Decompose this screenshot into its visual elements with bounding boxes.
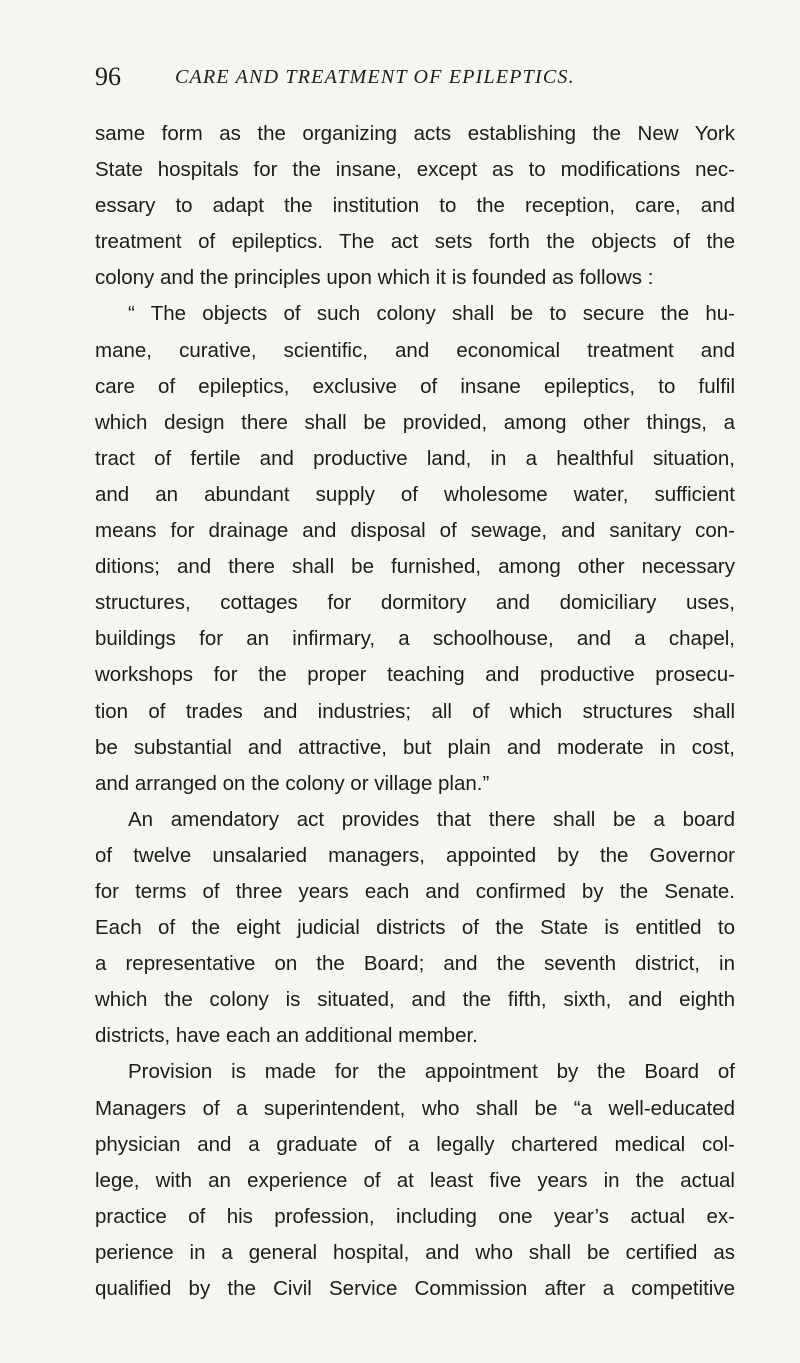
text-line: be substantial and attractive, but plain and moderate in cost, [95, 735, 735, 759]
text-line: and an abundant supply of wholesome water, sufficient [95, 482, 735, 506]
text-line: for terms of three years each and confirmed by the Senate. [95, 879, 735, 903]
text-line: tion of trades and industries; all of which structures shall [95, 699, 735, 723]
text-line: qualified by the Civil Service Commission after a competitive [95, 1277, 735, 1300]
text-line: “ The objects of such colony shall be to secure the hu- [128, 302, 735, 326]
text-line: buildings for an infirmary, a schoolhouse, and a chapel, [95, 627, 735, 651]
text-line: tract of fertile and productive land, in a healthful situation, [95, 446, 735, 470]
text-line: practice of his profession, including one year’s actual ex- [95, 1204, 735, 1228]
text-line: Each of the eight judicial districts of the State is entitled to [95, 916, 735, 940]
text-line: workshops for the proper teaching and productive prosecu- [95, 663, 735, 687]
text-line: which the colony is situated, and the fifth, sixth, and eighth [95, 988, 735, 1012]
text-line: Managers of a superintendent, who shall be “a well-educated [95, 1096, 735, 1120]
text-line: structures, cottages for dormitory and domiciliary uses, [95, 591, 735, 615]
body-text [95, 116, 735, 1307]
text-line: which design there shall be provided, among other things, a [95, 410, 735, 434]
paragraph-4 [95, 1054, 735, 1307]
text-line: mane, curative, scientific, and economical treatment and [95, 338, 735, 362]
text-line: State hospitals for the insane, except as to modifications nec- [95, 158, 735, 182]
text-line: colony and the principles upon which it is founded as follows : [95, 266, 654, 290]
text-line: same form as the organizing acts establishing the New York [95, 122, 735, 145]
text-line: lege, with an experience of at least five years in the actual [95, 1168, 735, 1192]
text-line: perience in a general hospital, and who shall be certified as [95, 1240, 735, 1264]
text-line: treatment of epileptics. The act sets forth the objects of the [95, 230, 735, 254]
page-header [95, 62, 715, 102]
text-line: physician and a graduate of a legally chartered medical col- [95, 1132, 735, 1156]
paragraph-3 [95, 802, 735, 1055]
text-line: care of epileptics, exclusive of insane epileptics, to fulfil [95, 374, 735, 398]
text-line: of twelve unsalaried managers, appointed by the Governor [95, 843, 735, 867]
paragraph-2-quotation [95, 296, 735, 801]
text-line: a representative on the Board; and the seventh district, in [95, 952, 735, 976]
text-line: means for drainage and disposal of sewage, and sanitary con- [95, 519, 735, 543]
page-number: 96 [95, 62, 121, 91]
text-line: essary to adapt the institution to the reception, care, and [95, 194, 735, 218]
text-line: districts, have each an additional member. [95, 1024, 478, 1048]
text-line: and arranged on the colony or village plan.” [95, 771, 490, 795]
text-line: An amendatory act provides that there shall be a board [128, 807, 735, 831]
running-head: CARE AND TREATMENT OF EPILEPTICS. [175, 66, 575, 88]
text-line: Provision is made for the appointment by the Board of [128, 1060, 735, 1084]
text-line: ditions; and there shall be furnished, among other necessary [95, 555, 735, 579]
paragraph-1 [95, 116, 735, 296]
